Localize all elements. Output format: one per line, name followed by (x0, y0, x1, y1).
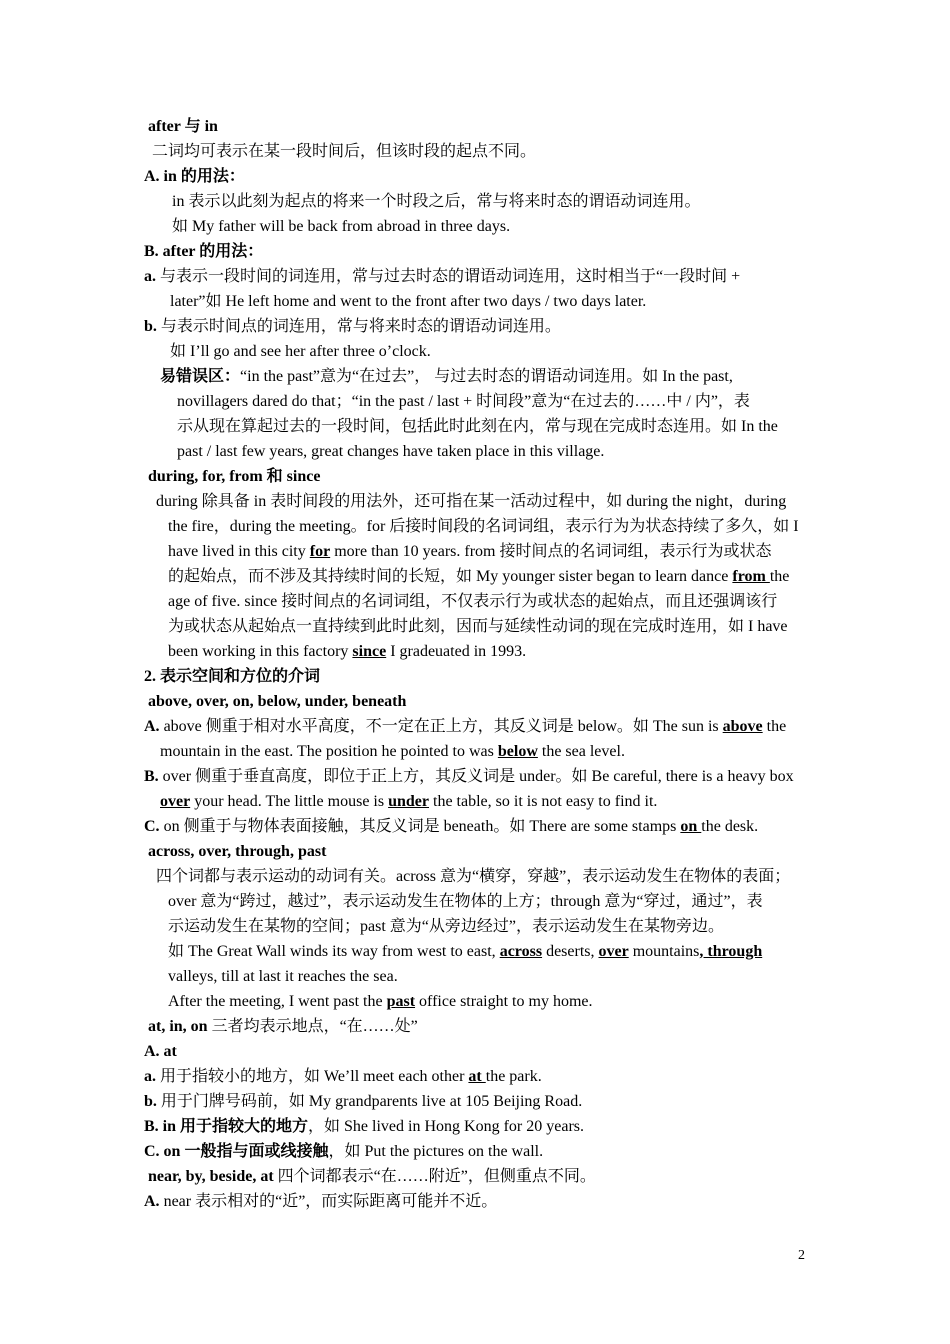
text-line (177, 392, 750, 412)
bold-text: during, for, from 和 since (148, 468, 321, 485)
bold-text: a. (144, 1068, 156, 1085)
text-run: over 意为“跨过，越过”，表示运动发生在物体的上方；through 意为“穿过，通过”，表 (168, 893, 763, 910)
bold-text: b. (144, 318, 157, 335)
underlined-term: from (732, 568, 770, 585)
bold-text: b. (144, 1093, 157, 1110)
text-run: 用于门牌号码前，如 My grandparents live at 105 Beijing Road. (156, 1093, 583, 1110)
text-line (168, 542, 771, 562)
bold-text: C. (144, 818, 160, 835)
text-run: the (769, 568, 790, 585)
bold-text: 易错误区： (160, 368, 241, 385)
text-line (172, 192, 700, 212)
bold-text: at, in, on (148, 1018, 208, 1035)
bold-text: above, over, on, below, under, beneath (148, 693, 407, 710)
text-line (144, 267, 740, 287)
underlined-term: for (309, 543, 331, 560)
text-line (160, 367, 733, 387)
text-run: your head. The little mouse is (190, 793, 389, 810)
text-run: mountains (628, 943, 700, 960)
text-line (172, 217, 510, 237)
text-run: 四个词都与表示运动的动词有关。across 意为“横穿，穿越”，表示运动发生在物体的表面； (156, 868, 791, 885)
text-run: I gradeuated in 1993. (386, 643, 527, 660)
text-run: the desk. (701, 818, 759, 835)
text-run: past / last few years, great changes have taken place in this village. (177, 443, 605, 460)
text-line (152, 142, 536, 162)
text-run: the fire，during the meeting。for 后接时间段的名词词组，表示行为为状态持续了多久，如 I (168, 518, 799, 535)
text-run: 为或状态从起始点一直持续到此时此刻，因而与延续性动词的现在完成时连用，如 I have (168, 618, 788, 635)
underlined-term: over (598, 943, 629, 960)
underlined-term: , through (699, 943, 763, 960)
text-line (168, 617, 788, 637)
text-run: After the meeting, I went past the (168, 993, 387, 1010)
text-line (144, 817, 758, 837)
page-number: 2 (798, 1248, 805, 1263)
text-line (168, 917, 724, 937)
text-line (144, 667, 320, 687)
underlined-term: below (497, 743, 538, 760)
text-run: in 表示以此刻为起点的将来一个时段之后，常与将来时态的谓语动词连用。 (172, 193, 701, 210)
text-run: the table, so it is not easy to find it. (429, 793, 658, 810)
underlined-term: past (386, 993, 416, 1010)
text-line (156, 492, 786, 512)
bold-text: near, by, beside, at (148, 1168, 274, 1185)
text-line (144, 317, 561, 337)
bold-text: A. (144, 718, 160, 735)
text-line (144, 1042, 177, 1062)
underlined-term: on (680, 818, 702, 835)
text-run: 三者均表示地点，“在……处” (207, 1018, 418, 1035)
underlined-term: since (352, 643, 387, 660)
text-run: age of five. since 接时间点的名词词组，不仅表示行为或状态的起始点，而且还强调该行 (168, 593, 778, 610)
text-run: 与表示时间点的词连用，常与将来时态的谓语动词连用。 (156, 318, 561, 335)
text-line (148, 1017, 418, 1037)
text-line (168, 942, 762, 962)
text-run: mountain in the east. The position he pointed to was (160, 743, 498, 760)
text-run: ，如 Put the pictures on the wall. (328, 1143, 544, 1160)
text-line (168, 517, 799, 537)
text-run: more than 10 years. from 接时间点的名词词组，表示行为或状态 (330, 543, 772, 560)
text-line (144, 1067, 542, 1087)
text-line (144, 717, 786, 737)
text-run: valleys, till at last it reaches the sea. (168, 968, 398, 985)
bold-text: across, over, through, past (148, 843, 327, 860)
text-line (144, 1142, 543, 1162)
text-run: on 侧重于与物体表面接触，其反义词是 beneath。如 There are some stamps (159, 818, 681, 835)
text-line (148, 1167, 596, 1187)
text-line (148, 117, 218, 137)
text-line (148, 467, 320, 487)
text-run: 如 The Great Wall winds its way from west to east, (168, 943, 500, 960)
text-line (170, 292, 646, 312)
text-line (144, 767, 794, 787)
underlined-term: at (468, 1068, 486, 1085)
text-run: 示运动发生在某物的空间；past 意为“从旁边经过”，表示运动发生在某物旁边。 (168, 918, 724, 935)
text-line (168, 567, 789, 587)
text-line (168, 642, 526, 662)
text-line (144, 1192, 497, 1212)
text-run: office straight to my home. (415, 993, 593, 1010)
bold-text: B. after 的用法： (144, 243, 264, 260)
text-line (156, 867, 790, 887)
underlined-term: under (388, 793, 429, 810)
text-run: the sea level. (537, 743, 625, 760)
bold-text: B. (144, 768, 159, 785)
bold-text: C. on 一般指与面或线接触 (144, 1143, 329, 1160)
text-line (148, 692, 406, 712)
text-run: “in the past”意为“在过去”， 与过去时态的谓语动词连用。如 In the past, (240, 368, 733, 385)
text-line (168, 592, 777, 612)
text-run: during 除具备 in 表时间段的用法外，还可指在某一活动过程中，如 during the night，during (156, 493, 787, 510)
text-run: been working in this factory (168, 643, 353, 660)
text-line (160, 742, 625, 762)
text-line (160, 792, 657, 812)
bold-text: A. (144, 1193, 160, 1210)
text-run: 与表示一段时间的词连用，常与过去时态的谓语动词连用，这时相当于“一段时间 + (156, 268, 741, 285)
text-line (144, 167, 245, 187)
text-line (168, 992, 593, 1012)
text-line (177, 442, 604, 462)
text-run: above 侧重于相对水平高度，不一定在正上方，其反义词是 below。如 The sun is (159, 718, 723, 735)
text-run: have lived in this city (168, 543, 310, 560)
text-line (170, 342, 431, 362)
underlined-term: over (160, 793, 191, 810)
text-line (144, 1117, 584, 1137)
bold-text: A. at (144, 1043, 177, 1060)
bold-text: a. (144, 268, 156, 285)
bold-text: A. in 的用法： (144, 168, 245, 185)
text-run: deserts, (542, 943, 599, 960)
text-run: 二词均可表示在某一段时间后，但该时段的起点不同。 (152, 143, 537, 160)
text-run: 四个词都表示“在……附近”，但侧重点不同。 (273, 1168, 596, 1185)
text-run: novillagers dared do that；“in the past / last + 时间段”意为“在过去的……中 / 内”，表 (177, 393, 750, 410)
text-run: the (762, 718, 787, 735)
text-run: 的起始点，而不涉及其持续时间的长短，如 My younger sister began to learn dance (168, 568, 733, 585)
underlined-term: across (499, 943, 543, 960)
bold-text: after 与 in (148, 118, 218, 135)
text-line (144, 1092, 582, 1112)
text-run: 如 My father will be back from abroad in three days. (172, 218, 511, 235)
text-run: 用于指较小的地方，如 We’ll meet each other (156, 1068, 469, 1085)
text-run: over 侧重于垂直高度，即位于正上方，其反义词是 under。如 Be careful, there is a heavy box (158, 768, 794, 785)
text-run: 如 I’ll go and see her after three o’clock. (170, 343, 431, 360)
text-run: ，如 She lived in Hong Kong for 20 years. (308, 1118, 584, 1135)
underlined-term: above (722, 718, 763, 735)
text-run: later”如 He left home and went to the front after two days / two days later. (170, 293, 647, 310)
text-line (144, 242, 263, 262)
text-line (148, 842, 326, 862)
text-run: the park. (485, 1068, 542, 1085)
bold-text: B. in 用于指较大的地方 (144, 1118, 309, 1135)
text-line (177, 417, 778, 437)
text-run: 示从现在算起过去的一段时间，包括此时此刻在内，常与现在完成时态连用。如 In the (177, 418, 778, 435)
text-line (168, 892, 763, 912)
bold-text: 2. 表示空间和方位的介词 (144, 668, 321, 685)
text-line (168, 967, 398, 987)
text-run: near 表示相对的“近”，而实际距离可能并不近。 (159, 1193, 498, 1210)
